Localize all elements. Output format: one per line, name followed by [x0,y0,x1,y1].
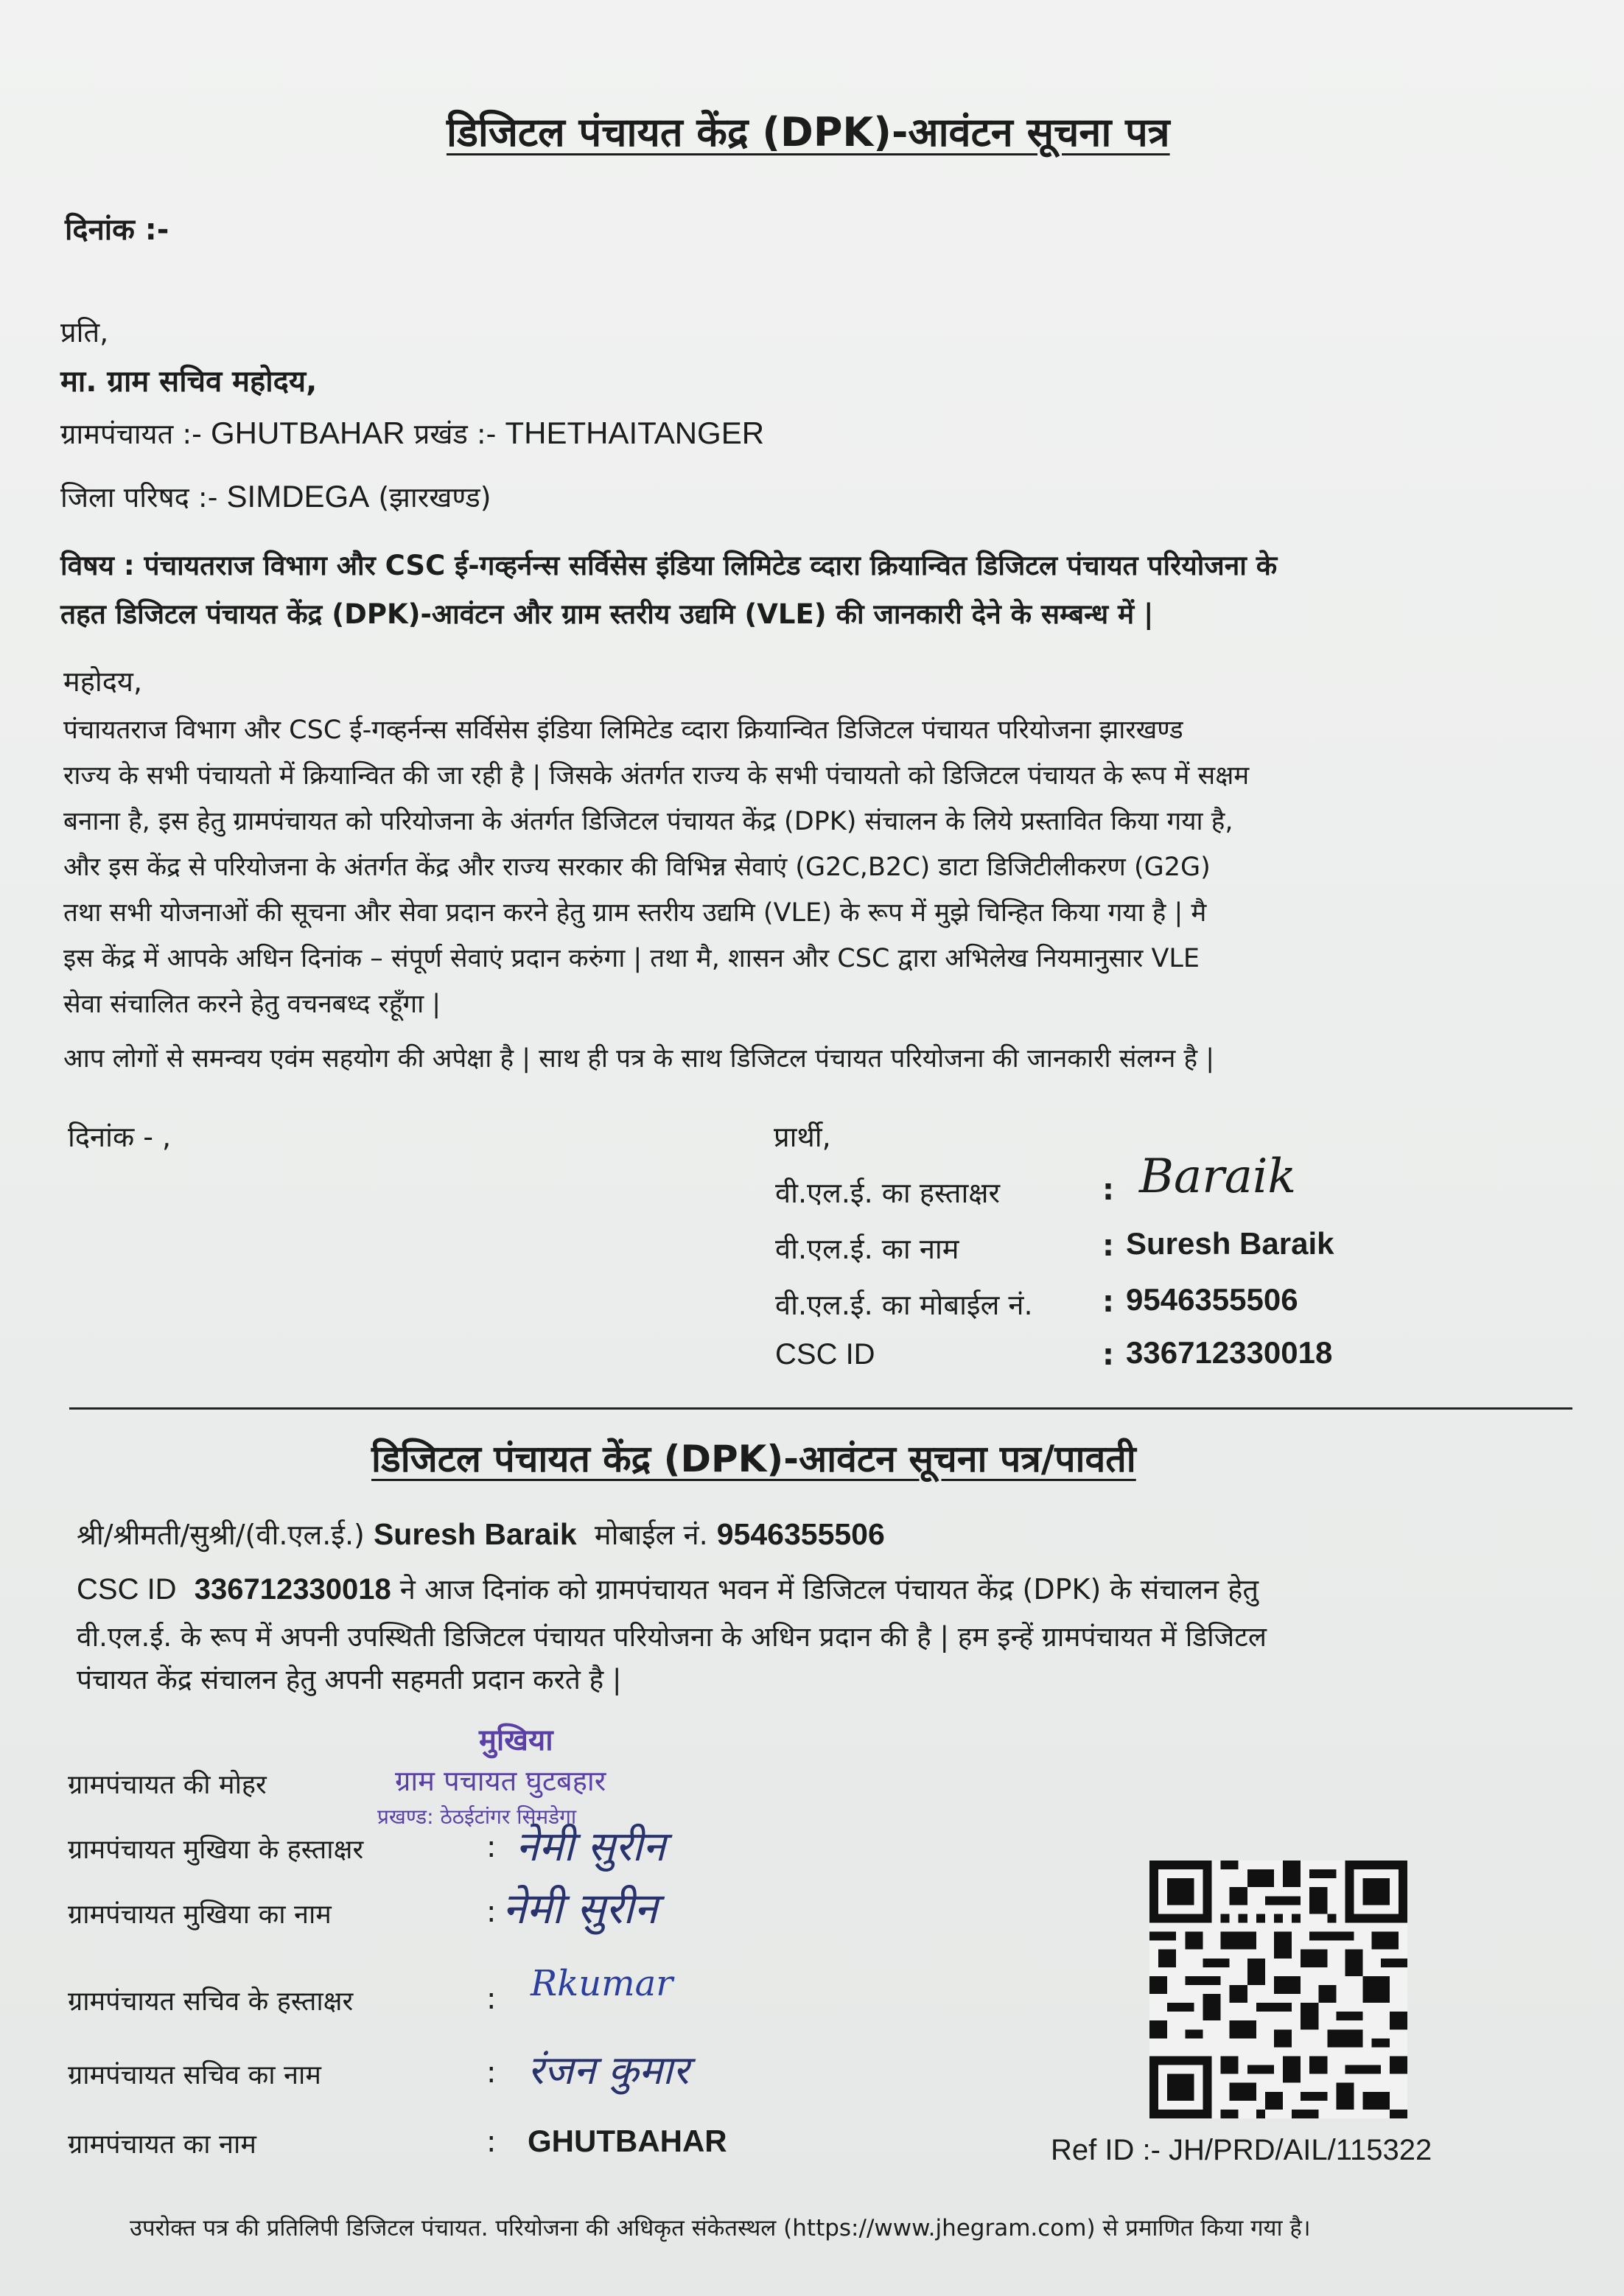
mukhiya-name-label: ग्रामपंचायत मुखिया का नाम [68,1900,332,1930]
mukhiya-name-handwritten: नेमी सुरीन [503,1883,658,1933]
body-line: बनाना है, इस हेतु ग्रामपंचायत को परियोजना के अंतर्गत डिजिटल पंचायत केंद्र (DPK) संचालन के लिये प्रस्तावित किया गया है, [63,807,1233,836]
body-line: सेवा संचालित करने हेतु वचनबध्द रहूँगा | [63,990,441,1019]
gp-name-value: GHUTBAHAR [528,2124,727,2158]
body-line: राज्य के सभी पंचायतो में क्रियान्वित की जा रही है | जिसके अंतर्गत राज्य के सभी पंचायतो को डिजिटल पंचायत के रूप में सक्षम [63,761,1250,791]
vle-name-value: Suresh Baraik [1126,1226,1334,1261]
district-row [60,477,491,516]
colon: : [486,1830,497,1864]
gp-name-label: ग्रामपंचायत का नाम [68,2129,256,2160]
csc-id-value: 336712330018 [1126,1335,1333,1370]
subject-line-2: तहत डिजिटल पंचायत केंद्र (DPK)-आवंटन और ग्राम स्तरीय उद्यमि (VLE) की जानकारी देने के सम्बन्ध में | [60,598,1154,630]
district-value: SIMDEGA [226,479,370,514]
stamp-line-3: प्रखण्ड: ठेठईटांगर सिमडेगा [377,1805,577,1829]
sachiv-name-handwritten: रंजन कुमार [528,2047,690,2093]
sachiv-sign-label: ग्रामपंचायत सचिव के हस्ताक्षर [68,1987,354,2017]
receipt-vle-name: Suresh Baraik [373,1517,577,1551]
receipt-mobile-value: 9546355506 [716,1517,885,1551]
receipt-line-3: वी.एल.ई. के रूप में अपनी उपस्थिती डिजिटल पंचायत परियोजना के अधिन प्रदान की है | हम इन्हें ग्रामपंचायत में डिजिटल [77,1621,1267,1653]
sachiv-signature: Rkumar [531,1963,673,2004]
applicant-label: प्रार्थी, [774,1121,831,1153]
receipt-line-2 [77,1569,1259,1608]
mukhiya-signature: नेमी सुरीन [516,1823,666,1871]
vle-prefix: श्री/श्रीमती/सुश्री/(वी.एल.ई.) [77,1519,365,1551]
greeting: महोदय, [63,665,143,698]
vle-mobile-label: वी.एल.ई. का मोबाईल नं. [775,1289,1033,1321]
colon: : [486,1982,497,2016]
signature-date-label: दिनांक - , [68,1121,172,1153]
csc-id-label: CSC ID [775,1338,875,1371]
body-line: और इस केंद्र से परियोजना के अंतर्गत केंद्र और राज्य सरकार की विभिन्न सेवाएं (G2C,B2C) डाटा डिजिटीलीकरण (G2G) [63,853,1211,882]
vle-name-label: वी.एल.ई. का नाम [775,1233,959,1265]
to-label: प्रति, [60,316,109,349]
body-line: इस केंद्र में आपके अधिन दिनांक – संपूर्ण सेवाएं प्रदान करुंगा | तथा मै, शासन और CSC द्वारा अभिलेख नियमानुसार VLE [63,944,1200,973]
colon: : [486,2125,497,2159]
subject-line-1: विषय : पंचायतराज विभाग और CSC ई-गव्हर्नन्स सर्विसेस इंडिया लिमिटेड व्दारा क्रियान्वित डिजिटल पंचायत परियोजना के [60,550,1278,581]
gp-value: GHUTBAHAR [210,416,405,450]
colon: : [1102,1229,1114,1263]
district-label: जिला परिषद :- [60,481,218,514]
date-label: दिनांक :- [65,213,169,247]
mukhiya-sign-label: ग्रामपंचायत मुखिया के हस्ताक्षर [68,1835,364,1865]
vle-signature: Baraik [1139,1149,1297,1204]
gram-panchayat-row [60,414,764,452]
state-value: (झारखण्ड) [378,481,491,514]
receipt-csc-value: 336712330018 [194,1573,391,1606]
receipt-title: डिजिटल पंचायत केंद्र (DPK)-आवंटन सूचना पत्र/पावती [371,1438,1136,1480]
vle-sign-label: वी.एल.ई. का हस्ताक्षर [775,1177,1001,1209]
colon: : [486,1895,497,1929]
salutation: मा. ग्राम सचिव महोदय, [60,365,318,399]
receipt-csc-label: CSC ID [77,1573,177,1606]
vle-mobile-value: 9546355506 [1126,1282,1298,1317]
block-label: प्रखंड :- [413,418,497,450]
footer-note: उपरोक्त पत्र की प्रतिलिपी डिजिटल पंचायत. परियोजना की अधिकृत संकेतस्थल (https://www.jhegram.com) से प्रमाणित किया गया है। [130,2215,1311,2241]
closing-line: आप लोगों से समन्वय एवंम सहयोग की अपेक्षा है | साथ ही पत्र के साथ डिजिटल पंचायत परियोजना की जानकारी संलग्न है | [63,1044,1214,1074]
colon: : [1102,1285,1114,1319]
colon: : [1102,1338,1114,1372]
body-line: तथा सभी योजनाओं की सूचना और सेवा प्रदान करने हेतु ग्राम स्तरीय उद्यमि (VLE) के रूप में मुझे चिन्हित किया गया है | मै [63,898,1207,928]
qr-code-icon [1149,1861,1407,2118]
body-line: पंचायतराज विभाग और CSC ई-गव्हर्नन्स सर्विसेस इंडिया लिमिटेड व्दारा क्रियान्वित डिजिटल पंचायत परियोजना झारखण्ड [63,715,1183,745]
gp-label: ग्रामपंचायत :- [60,418,202,450]
sachiv-name-label: ग्रामपंचायत सचिव का नाम [68,2060,321,2090]
seal-label: ग्रामपंचायत की मोहर [68,1770,267,1800]
receipt-line-1 [77,1515,885,1553]
receipt-line-2-text: ने आज दिनांक को ग्रामपंचायत भवन में डिजिटल पंचायत केंद्र (DPK) के संचालन हेतु [399,1573,1259,1606]
colon: : [486,2056,497,2090]
page-title: डिजिटल पंचायत केंद्र (DPK)-आवंटन सूचना पत्र [447,109,1170,155]
receipt-mobile-label: मोबाईल नं. [594,1519,708,1551]
stamp-title: मुखिया [479,1723,553,1757]
receipt-line-4: पंचायत केंद्र संचालन हेतु अपनी सहमती प्रदान करते है | [77,1664,622,1695]
colon: : [1102,1173,1114,1207]
stamp-line-2: ग्राम पचायत घुटबहार [395,1765,606,1797]
block-value: THETHAITANGER [505,416,765,450]
section-divider [69,1407,1572,1410]
ref-id: Ref ID :- JH/PRD/AIL/115322 [1051,2134,1432,2166]
